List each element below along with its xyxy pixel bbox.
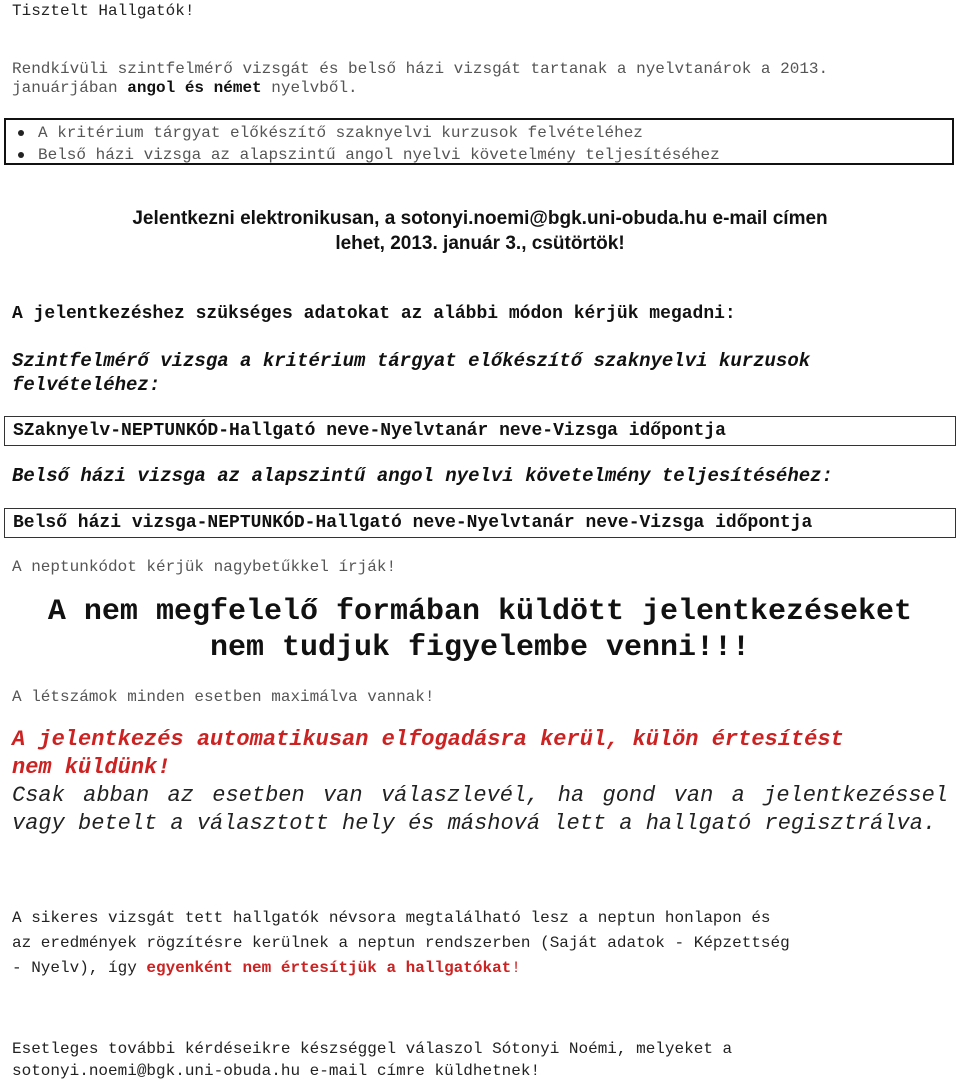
auto-accept-line-2: nem küldünk! bbox=[12, 755, 171, 780]
bullet-item bbox=[18, 144, 720, 166]
results-text: - Nyelv), így bbox=[12, 959, 147, 977]
intro-languages: angol és német bbox=[127, 79, 262, 97]
results-line-2: az eredmények rögzítésre kerülnek a neptun rendszerben (Saját adatok - Képzettség bbox=[12, 934, 790, 952]
registration-notice bbox=[0, 206, 960, 256]
results-line-3 bbox=[12, 956, 790, 981]
auto-accept-line-1: A jelentkezés automatikusan elfogadásra kerül, külön értesítést bbox=[12, 727, 844, 752]
results-paragraph bbox=[12, 906, 790, 981]
bullet-item bbox=[18, 122, 643, 144]
results-emphasis: egyenként nem értesítjük a hallgatókat bbox=[146, 959, 512, 977]
format-box-2: Belső házi vizsga-NEPTUNKÓD-Hallgató neve-Nyelvtanár neve-Vizsga időpontja bbox=[4, 508, 956, 538]
section2-heading: Belső házi vizsga az alapszintű angol nyelvi követelmény teljesítéséhez: bbox=[12, 465, 833, 487]
reply-note: Csak abban az esetben van válaszlevél, ha gond van a jelentkezéssel vagy betelt a választott hely és máshová lett a hallgató regisztrálva. bbox=[12, 783, 948, 836]
warning-line-2: nem tudjuk figyelembe venni!!! bbox=[209, 631, 751, 665]
registration-line-1: Jelentkezni elektronikusan, a sotonyi.noemi@bgk.uni-obuda.hu e-mail címen bbox=[132, 208, 828, 229]
capacity-note: A létszámok minden esetben maximálva vannak! bbox=[12, 688, 435, 706]
intro-line-2 bbox=[12, 77, 358, 99]
results-line-1: A sikeres vizsgát tett hallgatók névsora megtalálható lesz a neptun honlapon és bbox=[12, 909, 771, 927]
greeting: Tisztelt Hallgatók! bbox=[12, 2, 195, 20]
registration-line-2: lehet, 2013. január 3., csütörtök! bbox=[335, 233, 625, 254]
bullet-icon bbox=[18, 130, 24, 136]
bullet-icon bbox=[18, 152, 24, 158]
warning-line-1: A nem megfelelő formában küldött jelentkezéseket bbox=[47, 595, 913, 629]
section1-heading-line-2: felvételéhez: bbox=[12, 374, 161, 396]
intro-line-1: Rendkívüli szintfelmérő vizsgát és belső házi vizsgát tartanak a nyelvtanárok a 2013. bbox=[12, 60, 829, 78]
intro-text: januárjában bbox=[12, 79, 128, 97]
results-exclamation: ! bbox=[511, 959, 521, 977]
format-box-1: SZaknyelv-NEPTUNKÓD-Hallgató neve-Nyelvtanár neve-Vizsga időpontja bbox=[4, 416, 956, 446]
uppercase-note: A neptunkódot kérjük nagybetűkkel írják! bbox=[12, 558, 397, 576]
contact-line-1: Esetleges további kérdéseikre készséggel válaszol Sótonyi Noémi, melyeket a bbox=[12, 1040, 733, 1058]
contact-paragraph bbox=[12, 1038, 732, 1082]
bullet-list-box bbox=[4, 118, 954, 165]
bullet-text: A kritérium tárgyat előkészítő szaknyelvi kurzusok felvételéhez bbox=[38, 124, 643, 142]
data-request: A jelentkezéshez szükséges adatokat az alábbi módon kérjük megadni: bbox=[12, 304, 736, 324]
section1-heading-line-1: Szintfelmérő vizsga a kritérium tárgyat előkészítő szaknyelvi kurzusok bbox=[12, 350, 811, 372]
contact-line-2: sotonyi.noemi@bgk.uni-obuda.hu e-mail címre küldhetnek! bbox=[12, 1062, 541, 1080]
bullet-text: Belső házi vizsga az alapszintű angol nyelvi követelmény teljesítéséhez bbox=[38, 146, 720, 164]
intro-text-end: nyelvből. bbox=[261, 79, 358, 97]
